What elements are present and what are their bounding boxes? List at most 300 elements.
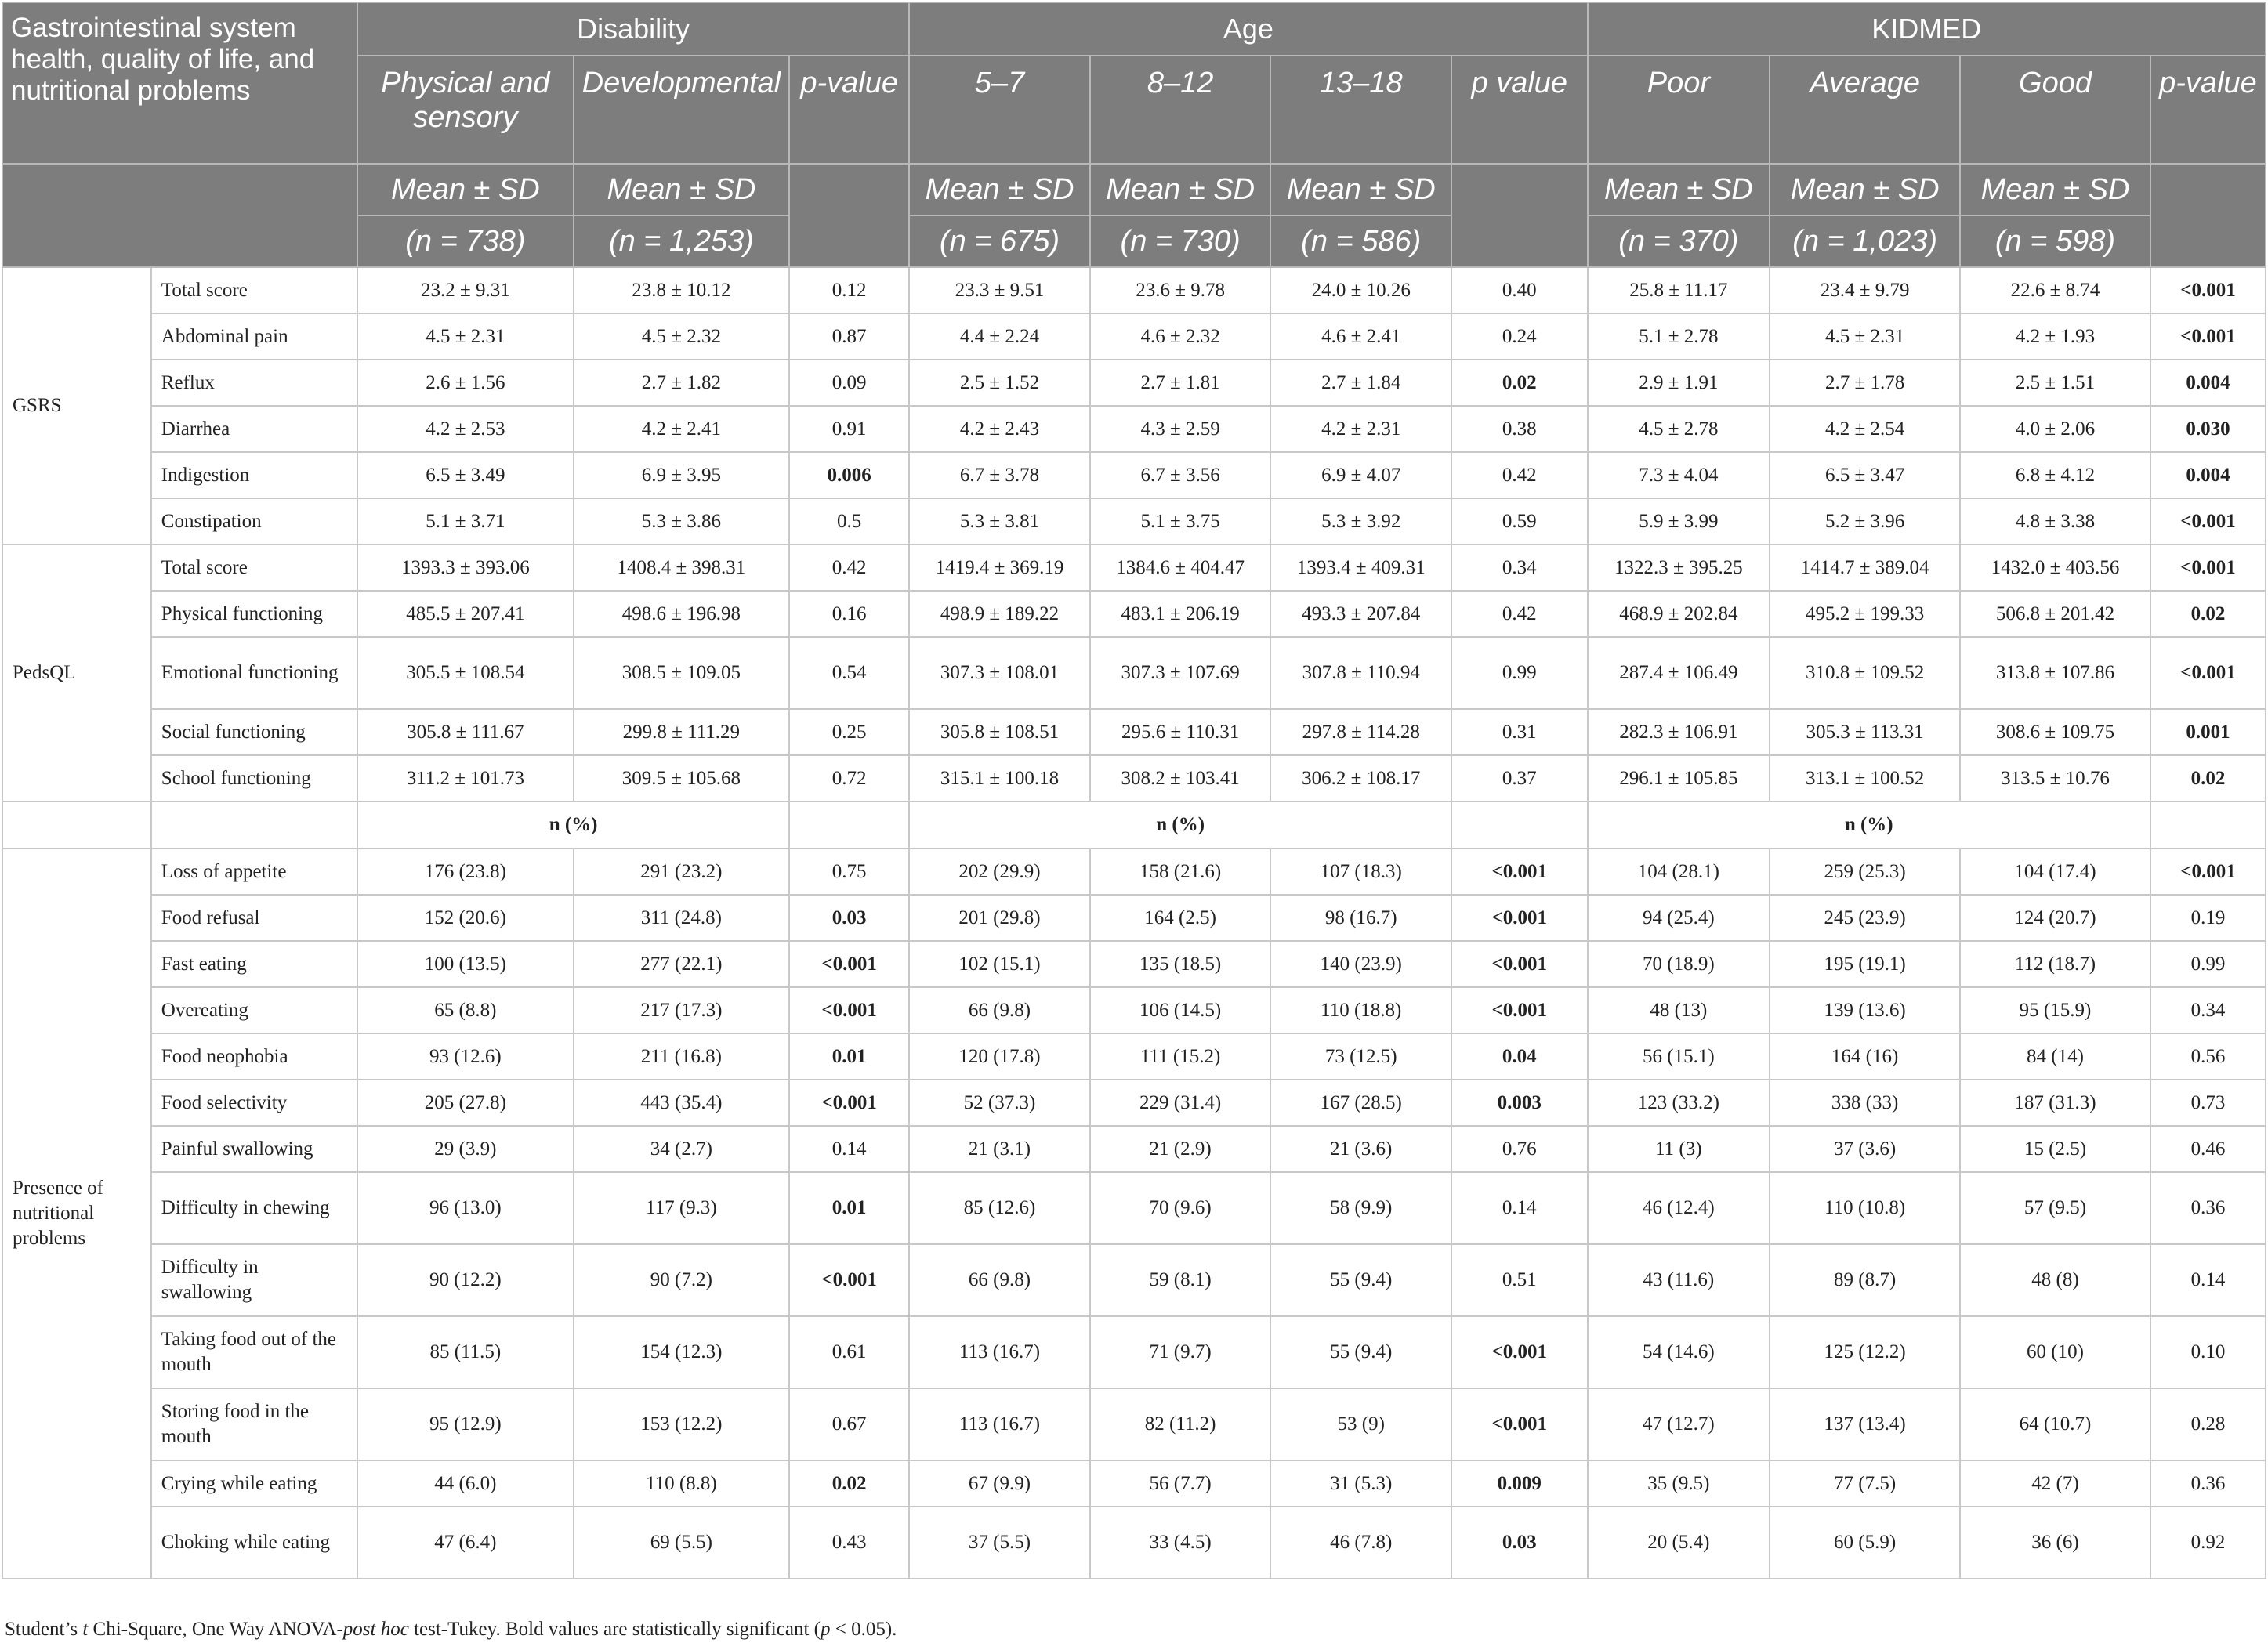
value-cell: 2.5 ± 1.51 (1960, 360, 2150, 406)
value-cell: 35 (9.5) (1588, 1460, 1770, 1507)
value-cell: 164 (16) (1770, 1033, 1960, 1080)
p-value-cell: <0.001 (789, 1244, 909, 1316)
value-cell: 277 (22.1) (574, 941, 790, 987)
p-value-cell: 0.67 (789, 1388, 909, 1460)
row-item-label: Constipation (151, 498, 357, 545)
p-value-cell: 0.24 (1451, 313, 1587, 360)
p-value-cell: 0.99 (2150, 941, 2266, 987)
value-cell: 42 (7) (1960, 1460, 2150, 1507)
table-row (2, 755, 2266, 801)
row-item-label: Storing food in the mouth (151, 1388, 357, 1460)
value-cell: 6.9 ± 3.95 (574, 452, 790, 498)
blank-cell (151, 801, 357, 849)
p-value-cell: <0.001 (1451, 987, 1587, 1033)
value-cell: 485.5 ± 207.41 (357, 591, 574, 637)
p-value-cell: 0.36 (2150, 1460, 2266, 1507)
value-cell: 25.8 ± 11.17 (1588, 267, 1770, 313)
value-cell: 22.6 ± 8.74 (1960, 267, 2150, 313)
value-cell: 309.5 ± 105.68 (574, 755, 790, 801)
value-cell: 5.9 ± 3.99 (1588, 498, 1770, 545)
value-cell: 308.2 ± 103.41 (1090, 755, 1271, 801)
value-cell: 4.5 ± 2.32 (574, 313, 790, 360)
value-cell: 23.8 ± 10.12 (574, 267, 790, 313)
subheader-age-5-7: 5–7 (909, 56, 1090, 164)
subheader-age-13-18: 13–18 (1270, 56, 1451, 164)
value-cell: 305.8 ± 108.51 (909, 709, 1090, 755)
count-kidmed-average: (n = 1,023) (1770, 215, 1960, 267)
value-cell: 291 (23.2) (574, 849, 790, 895)
value-cell: 1393.3 ± 393.06 (357, 545, 574, 591)
value-cell: 2.9 ± 1.91 (1588, 360, 1770, 406)
p-value-cell: 0.34 (1451, 545, 1587, 591)
stat-label: Mean ± SD (909, 164, 1090, 215)
value-cell: 48 (8) (1960, 1244, 2150, 1316)
value-cell: 20 (5.4) (1588, 1507, 1770, 1579)
p-value-cell: <0.001 (789, 941, 909, 987)
value-cell: 11 (3) (1588, 1126, 1770, 1172)
value-cell: 2.7 ± 1.81 (1090, 360, 1271, 406)
p-value-cell: <0.001 (1451, 941, 1587, 987)
footnote-part: test-Tukey. Bold values are statistically significant ( (408, 1619, 821, 1640)
header-blank (2, 164, 357, 267)
value-cell: 282.3 ± 106.91 (1588, 709, 1770, 755)
value-cell: 205 (27.8) (357, 1080, 574, 1126)
value-cell: 33 (4.5) (1090, 1507, 1271, 1579)
value-cell: 4.4 ± 2.24 (909, 313, 1090, 360)
value-cell: 93 (12.6) (357, 1033, 574, 1080)
row-item-label: Food neophobia (151, 1033, 357, 1080)
value-cell: 6.5 ± 3.47 (1770, 452, 1960, 498)
value-cell: 307.3 ± 108.01 (909, 637, 1090, 709)
row-item-label: Diarrhea (151, 406, 357, 452)
value-cell: 84 (14) (1960, 1033, 2150, 1080)
table-row (2, 452, 2266, 498)
p-value-cell: 0.46 (2150, 1126, 2266, 1172)
row-item-label: Overeating (151, 987, 357, 1033)
row-item-label: Painful swallowing (151, 1126, 357, 1172)
value-cell: 306.2 ± 108.17 (1270, 755, 1451, 801)
p-value-cell: 0.59 (1451, 498, 1587, 545)
p-value-cell: 0.02 (2150, 755, 2266, 801)
p-value-cell: 0.009 (1451, 1460, 1587, 1507)
p-value-cell: 0.34 (2150, 987, 2266, 1033)
row-item-label: Crying while eating (151, 1460, 357, 1507)
subheader-kidmed-p-value: p-value (2150, 56, 2266, 164)
value-cell: 34 (2.7) (574, 1126, 790, 1172)
value-cell: 338 (33) (1770, 1080, 1960, 1126)
p-value-cell: 0.16 (789, 591, 909, 637)
p-value-cell: <0.001 (2150, 313, 2266, 360)
value-cell: 4.6 ± 2.32 (1090, 313, 1271, 360)
value-cell: 140 (23.9) (1270, 941, 1451, 987)
value-cell: 113 (16.7) (909, 1316, 1090, 1388)
value-cell: 113 (16.7) (909, 1388, 1090, 1460)
table-header (2, 2, 2266, 267)
p-value-cell: 0.03 (1451, 1507, 1587, 1579)
n-percent-label: n (%) (357, 801, 789, 849)
table-row (2, 267, 2266, 313)
value-cell: 5.2 ± 3.96 (1770, 498, 1960, 545)
value-cell: 7.3 ± 4.04 (1588, 452, 1770, 498)
subheader-kidmed-average: Average (1770, 56, 1960, 164)
value-cell: 305.3 ± 113.31 (1770, 709, 1960, 755)
table-row (2, 406, 2266, 452)
table-row (2, 498, 2266, 545)
p-value-cell: 0.61 (789, 1316, 909, 1388)
p-value-cell: 0.14 (1451, 1172, 1587, 1244)
blank-cell (789, 801, 909, 849)
value-cell: 82 (11.2) (1090, 1388, 1271, 1460)
p-value-cell: <0.001 (1451, 1388, 1587, 1460)
p-value-cell: 0.73 (2150, 1080, 2266, 1126)
p-value-cell: 0.01 (789, 1033, 909, 1080)
p-value-cell: <0.001 (2150, 267, 2266, 313)
value-cell: 5.3 ± 3.92 (1270, 498, 1451, 545)
results-table (2, 2, 2266, 1579)
p-value-cell: 0.5 (789, 498, 909, 545)
row-item-label: Difficulty in swallowing (151, 1244, 357, 1316)
subheader-developmental: Developmental (574, 56, 790, 164)
p-value-cell: 0.10 (2150, 1316, 2266, 1388)
table-row (2, 637, 2266, 709)
value-cell: 65 (8.8) (357, 987, 574, 1033)
footnote-part: < 0.05). (830, 1619, 897, 1640)
row-item-label: Abdominal pain (151, 313, 357, 360)
value-cell: 96 (13.0) (357, 1172, 574, 1244)
value-cell: 506.8 ± 201.42 (1960, 591, 2150, 637)
value-cell: 95 (15.9) (1960, 987, 2150, 1033)
value-cell: 158 (21.6) (1090, 849, 1271, 895)
value-cell: 1414.7 ± 389.04 (1770, 545, 1960, 591)
table-footnote (5, 1619, 897, 1641)
value-cell: 60 (10) (1960, 1316, 2150, 1388)
value-cell: 311.2 ± 101.73 (357, 755, 574, 801)
subheader-physical-sensory: Physical and sensory (357, 56, 574, 164)
value-cell: 137 (13.4) (1770, 1388, 1960, 1460)
value-cell: 44 (6.0) (357, 1460, 574, 1507)
value-cell: 110 (8.8) (574, 1460, 790, 1507)
table-row (2, 1388, 2266, 1460)
table-row (2, 1033, 2266, 1080)
row-item-label: Physical functioning (151, 591, 357, 637)
value-cell: 52 (37.3) (909, 1080, 1090, 1126)
value-cell: 21 (3.6) (1270, 1126, 1451, 1172)
value-cell: 5.1 ± 2.78 (1588, 313, 1770, 360)
value-cell: 299.8 ± 111.29 (574, 709, 790, 755)
footnote-part: Chi-Square, One Way ANOVA- (88, 1619, 343, 1640)
value-cell: 58 (9.9) (1270, 1172, 1451, 1244)
row-item-label: Fast eating (151, 941, 357, 987)
value-cell: 70 (18.9) (1588, 941, 1770, 987)
table-row (2, 545, 2266, 591)
value-cell: 493.3 ± 207.84 (1270, 591, 1451, 637)
value-cell: 15 (2.5) (1960, 1126, 2150, 1172)
count-developmental: (n = 1,253) (574, 215, 790, 267)
value-cell: 259 (25.3) (1770, 849, 1960, 895)
value-cell: 77 (7.5) (1770, 1460, 1960, 1507)
value-cell: 2.7 ± 1.82 (574, 360, 790, 406)
row-item-label: Indigestion (151, 452, 357, 498)
value-cell: 1419.4 ± 369.19 (909, 545, 1090, 591)
p-value-cell: 0.04 (1451, 1033, 1587, 1080)
p-value-cell: 0.31 (1451, 709, 1587, 755)
table-row (2, 313, 2266, 360)
p-value-cell: <0.001 (789, 1080, 909, 1126)
p-value-cell: 0.92 (2150, 1507, 2266, 1579)
value-cell: 37 (3.6) (1770, 1126, 1960, 1172)
value-cell: 217 (17.3) (574, 987, 790, 1033)
value-cell: 104 (17.4) (1960, 849, 2150, 895)
value-cell: 4.6 ± 2.41 (1270, 313, 1451, 360)
value-cell: 176 (23.8) (357, 849, 574, 895)
value-cell: 305.5 ± 108.54 (357, 637, 574, 709)
row-item-label: Difficulty in chewing (151, 1172, 357, 1244)
p-value-cell: 0.42 (1451, 591, 1587, 637)
p-value-cell: 0.37 (1451, 755, 1587, 801)
p-value-cell: <0.001 (2150, 849, 2266, 895)
count-physical-sensory: (n = 738) (357, 215, 574, 267)
section-label: PedsQL (2, 545, 151, 801)
value-cell: 21 (2.9) (1090, 1126, 1271, 1172)
count-kidmed-poor: (n = 370) (1588, 215, 1770, 267)
p-value-cell: 0.99 (1451, 637, 1587, 709)
row-item-label: Emotional functioning (151, 637, 357, 709)
value-cell: 135 (18.5) (1090, 941, 1271, 987)
value-cell: 443 (35.4) (574, 1080, 790, 1126)
value-cell: 2.7 ± 1.78 (1770, 360, 1960, 406)
group-header-age: Age (909, 2, 1587, 56)
value-cell: 23.6 ± 9.78 (1090, 267, 1271, 313)
value-cell: 37 (5.5) (909, 1507, 1090, 1579)
subheader-age-p-value: p value (1451, 56, 1587, 164)
value-cell: 5.1 ± 3.71 (357, 498, 574, 545)
value-cell: 245 (23.9) (1770, 895, 1960, 941)
row-item-label: Reflux (151, 360, 357, 406)
value-cell: 308.6 ± 109.75 (1960, 709, 2150, 755)
table-row (2, 1172, 2266, 1244)
value-cell: 295.6 ± 110.31 (1090, 709, 1271, 755)
value-cell: 90 (7.2) (574, 1244, 790, 1316)
p-value-cell: 0.40 (1451, 267, 1587, 313)
p-value-cell: 0.87 (789, 313, 909, 360)
stat-label: Mean ± SD (1588, 164, 1770, 215)
value-cell: 60 (5.9) (1770, 1507, 1960, 1579)
header-blank (1451, 164, 1587, 267)
value-cell: 111 (15.2) (1090, 1033, 1271, 1080)
value-cell: 29 (3.9) (357, 1126, 574, 1172)
p-value-cell: 0.12 (789, 267, 909, 313)
table-row (2, 1507, 2266, 1579)
section-label: GSRS (2, 267, 151, 545)
value-cell: 95 (12.9) (357, 1388, 574, 1460)
p-value-cell: 0.28 (2150, 1388, 2266, 1460)
table-body (2, 267, 2266, 1579)
table-row (2, 941, 2266, 987)
value-cell: 4.5 ± 2.31 (1770, 313, 1960, 360)
p-value-cell: <0.001 (2150, 498, 2266, 545)
p-value-cell: 0.19 (2150, 895, 2266, 941)
row-item-label: Total score (151, 545, 357, 591)
p-value-cell: 0.030 (2150, 406, 2266, 452)
value-cell: 55 (9.4) (1270, 1244, 1451, 1316)
p-value-cell: 0.14 (789, 1126, 909, 1172)
value-cell: 164 (2.5) (1090, 895, 1271, 941)
stat-label: Mean ± SD (1090, 164, 1271, 215)
value-cell: 70 (9.6) (1090, 1172, 1271, 1244)
blank-cell (2, 801, 151, 849)
value-cell: 104 (28.1) (1588, 849, 1770, 895)
value-cell: 310.8 ± 109.52 (1770, 637, 1960, 709)
table-row (2, 1244, 2266, 1316)
value-cell: 154 (12.3) (574, 1316, 790, 1388)
value-cell: 2.7 ± 1.84 (1270, 360, 1451, 406)
p-value-cell: 0.42 (789, 545, 909, 591)
p-value-cell: 0.75 (789, 849, 909, 895)
p-value-cell: <0.001 (2150, 637, 2266, 709)
n-percent-label: n (%) (909, 801, 1451, 849)
stat-label: Mean ± SD (1770, 164, 1960, 215)
value-cell: 305.8 ± 111.67 (357, 709, 574, 755)
p-value-cell: <0.001 (1451, 895, 1587, 941)
value-cell: 46 (7.8) (1270, 1507, 1451, 1579)
row-item-label: Total score (151, 267, 357, 313)
value-cell: 483.1 ± 206.19 (1090, 591, 1271, 637)
value-cell: 23.2 ± 9.31 (357, 267, 574, 313)
value-cell: 307.3 ± 107.69 (1090, 637, 1271, 709)
value-cell: 53 (9) (1270, 1388, 1451, 1460)
value-cell: 94 (25.4) (1588, 895, 1770, 941)
value-cell: 6.7 ± 3.78 (909, 452, 1090, 498)
table-row (2, 709, 2266, 755)
value-cell: 296.1 ± 105.85 (1588, 755, 1770, 801)
value-cell: 55 (9.4) (1270, 1316, 1451, 1388)
header-blank (2150, 164, 2266, 267)
value-cell: 311 (24.8) (574, 895, 790, 941)
table-row (2, 360, 2266, 406)
value-cell: 124 (20.7) (1960, 895, 2150, 941)
value-cell: 21 (3.1) (909, 1126, 1090, 1172)
table-row (2, 849, 2266, 895)
value-cell: 313.8 ± 107.86 (1960, 637, 2150, 709)
value-cell: 6.9 ± 4.07 (1270, 452, 1451, 498)
value-cell: 125 (12.2) (1770, 1316, 1960, 1388)
value-cell: 498.9 ± 189.22 (909, 591, 1090, 637)
value-cell: 123 (33.2) (1588, 1080, 1770, 1126)
value-cell: 98 (16.7) (1270, 895, 1451, 941)
value-cell: 56 (15.1) (1588, 1033, 1770, 1080)
value-cell: 1408.4 ± 398.31 (574, 545, 790, 591)
row-item-label: Social functioning (151, 709, 357, 755)
value-cell: 5.3 ± 3.86 (574, 498, 790, 545)
value-cell: 4.8 ± 3.38 (1960, 498, 2150, 545)
value-cell: 57 (9.5) (1960, 1172, 2150, 1244)
value-cell: 106 (14.5) (1090, 987, 1271, 1033)
value-cell: 4.0 ± 2.06 (1960, 406, 2150, 452)
footnote-part: Student’s (5, 1619, 83, 1640)
table-row (2, 987, 2266, 1033)
value-cell: 64 (10.7) (1960, 1388, 2150, 1460)
p-value-cell: <0.001 (789, 987, 909, 1033)
p-value-cell: 0.56 (2150, 1033, 2266, 1080)
value-cell: 117 (9.3) (574, 1172, 790, 1244)
value-cell: 90 (12.2) (357, 1244, 574, 1316)
value-cell: 46 (12.4) (1588, 1172, 1770, 1244)
value-cell: 110 (10.8) (1770, 1172, 1960, 1244)
value-cell: 73 (12.5) (1270, 1033, 1451, 1080)
header-corner-label: Gastrointestinal system health, quality of life, and nutritional problems (2, 2, 357, 164)
row-item-label: Loss of appetite (151, 849, 357, 895)
value-cell: 307.8 ± 110.94 (1270, 637, 1451, 709)
value-cell: 468.9 ± 202.84 (1588, 591, 1770, 637)
value-cell: 6.8 ± 4.12 (1960, 452, 2150, 498)
value-cell: 6.5 ± 3.49 (357, 452, 574, 498)
value-cell: 211 (16.8) (574, 1033, 790, 1080)
row-item-label: Food selectivity (151, 1080, 357, 1126)
value-cell: 6.7 ± 3.56 (1090, 452, 1271, 498)
value-cell: 2.6 ± 1.56 (357, 360, 574, 406)
n-percent-label: n (%) (1588, 801, 2150, 849)
value-cell: 48 (13) (1588, 987, 1770, 1033)
value-cell: 43 (11.6) (1588, 1244, 1770, 1316)
p-value-cell: 0.72 (789, 755, 909, 801)
p-value-cell: 0.42 (1451, 452, 1587, 498)
table-row (2, 1316, 2266, 1388)
value-cell: 5.3 ± 3.81 (909, 498, 1090, 545)
p-value-cell: 0.43 (789, 1507, 909, 1579)
value-cell: 24.0 ± 10.26 (1270, 267, 1451, 313)
value-cell: 1384.6 ± 404.47 (1090, 545, 1271, 591)
value-cell: 85 (12.6) (909, 1172, 1090, 1244)
value-cell: 66 (9.8) (909, 1244, 1090, 1316)
subheader-disability-p-value: p-value (789, 56, 909, 164)
value-cell: 201 (29.8) (909, 895, 1090, 941)
value-cell: 153 (12.2) (574, 1388, 790, 1460)
value-cell: 47 (6.4) (357, 1507, 574, 1579)
value-cell: 5.1 ± 3.75 (1090, 498, 1271, 545)
row-item-label: Choking while eating (151, 1507, 357, 1579)
value-cell: 202 (29.9) (909, 849, 1090, 895)
count-age-13-18: (n = 586) (1270, 215, 1451, 267)
p-value-cell: 0.09 (789, 360, 909, 406)
p-value-cell: <0.001 (2150, 545, 2266, 591)
value-cell: 4.3 ± 2.59 (1090, 406, 1271, 452)
value-cell: 4.2 ± 2.43 (909, 406, 1090, 452)
row-item-label: Taking food out of the mouth (151, 1316, 357, 1388)
p-value-cell: 0.02 (2150, 591, 2266, 637)
value-cell: 89 (8.7) (1770, 1244, 1960, 1316)
footnote-t: t (82, 1619, 89, 1640)
p-value-cell: 0.02 (789, 1460, 909, 1507)
p-value-cell: 0.25 (789, 709, 909, 755)
p-value-cell: 0.38 (1451, 406, 1587, 452)
stat-label: Mean ± SD (574, 164, 790, 215)
value-cell: 4.2 ± 2.31 (1270, 406, 1451, 452)
value-cell: 297.8 ± 114.28 (1270, 709, 1451, 755)
section-label: Presence of nutritional problems (2, 849, 151, 1579)
value-cell: 498.6 ± 196.98 (574, 591, 790, 637)
value-cell: 287.4 ± 106.49 (1588, 637, 1770, 709)
p-value-cell: 0.51 (1451, 1244, 1587, 1316)
value-cell: 315.1 ± 100.18 (909, 755, 1090, 801)
p-value-cell: 0.02 (1451, 360, 1587, 406)
value-cell: 1393.4 ± 409.31 (1270, 545, 1451, 591)
table-row (2, 1460, 2266, 1507)
footnote-p: p (820, 1619, 831, 1640)
p-value-cell: <0.001 (1451, 1316, 1587, 1388)
value-cell: 71 (9.7) (1090, 1316, 1271, 1388)
value-cell: 67 (9.9) (909, 1460, 1090, 1507)
table-row (2, 591, 2266, 637)
